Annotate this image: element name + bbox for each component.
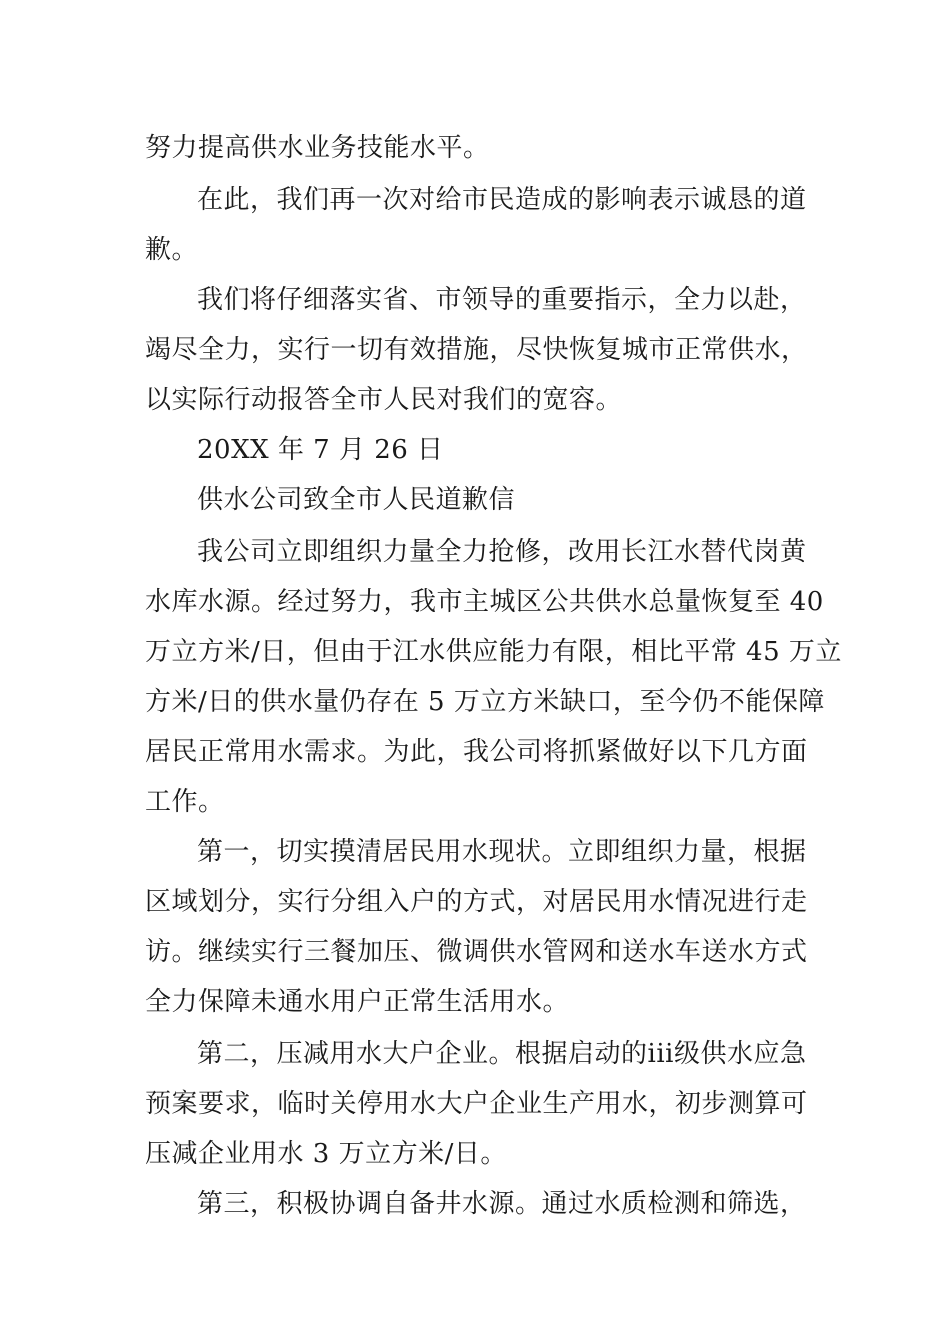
text-line: 压减企业用水 3 万立方米/日。 — [145, 1139, 507, 1169]
text-line: 居民正常用水需求。为此，我公司将抓紧做好以下几方面 — [145, 737, 808, 767]
paragraph-line: 我们将仔细落实省、市领导的重要指示，全力以赴， — [197, 285, 807, 315]
text-line: 努力提高供水业务技能水平。 — [145, 133, 490, 163]
paragraph-line: 第三，积极协调自备井水源。通过水质检测和筛选， — [197, 1189, 807, 1219]
paragraph-line: 第一，切实摸清居民用水现状。立即组织力量，根据 — [197, 837, 807, 867]
paragraph-line: 我公司立即组织力量全力抢修，改用长江水替代岗黄 — [197, 537, 807, 567]
letter-title: 供水公司致全市人民道歉信 — [197, 485, 516, 515]
text-line: 全力保障未通水用户正常生活用水。 — [145, 987, 570, 1017]
text-line: 水库水源。经过努力，我市主城区公共供水总量恢复至 40 — [145, 587, 824, 617]
text-line: 万立方米/日，但由于江水供应能力有限，相比平常 45 万立 — [145, 637, 842, 667]
text-line: 竭尽全力，实行一切有效措施，尽快恢复城市正常供水， — [145, 335, 808, 365]
text-line: 访。继续实行三餐加压、微调供水管网和送水车送水方式 — [145, 937, 808, 967]
text-line: 预案要求，临时关停用水大户企业生产用水，初步测算可 — [145, 1089, 808, 1119]
text-line: 以实际行动报答全市人民对我们的宽容。 — [145, 385, 623, 415]
text-line: 区域划分，实行分组入户的方式，对居民用水情况进行走 — [145, 887, 808, 917]
text-line: 工作。 — [145, 787, 225, 817]
text-line: 歉。 — [145, 235, 199, 265]
text-line: 方米/日的供水量仍存在 5 万立方米缺口，至今仍不能保障 — [145, 687, 825, 717]
paragraph-line: 在此，我们再一次对给市民造成的影响表示诚恳的道 — [197, 185, 807, 215]
date-line: 20XX 年 7 月 26 日 — [197, 435, 444, 465]
paragraph-line: 第二，压减用水大户企业。根据启动的iii级供水应急 — [197, 1039, 807, 1069]
